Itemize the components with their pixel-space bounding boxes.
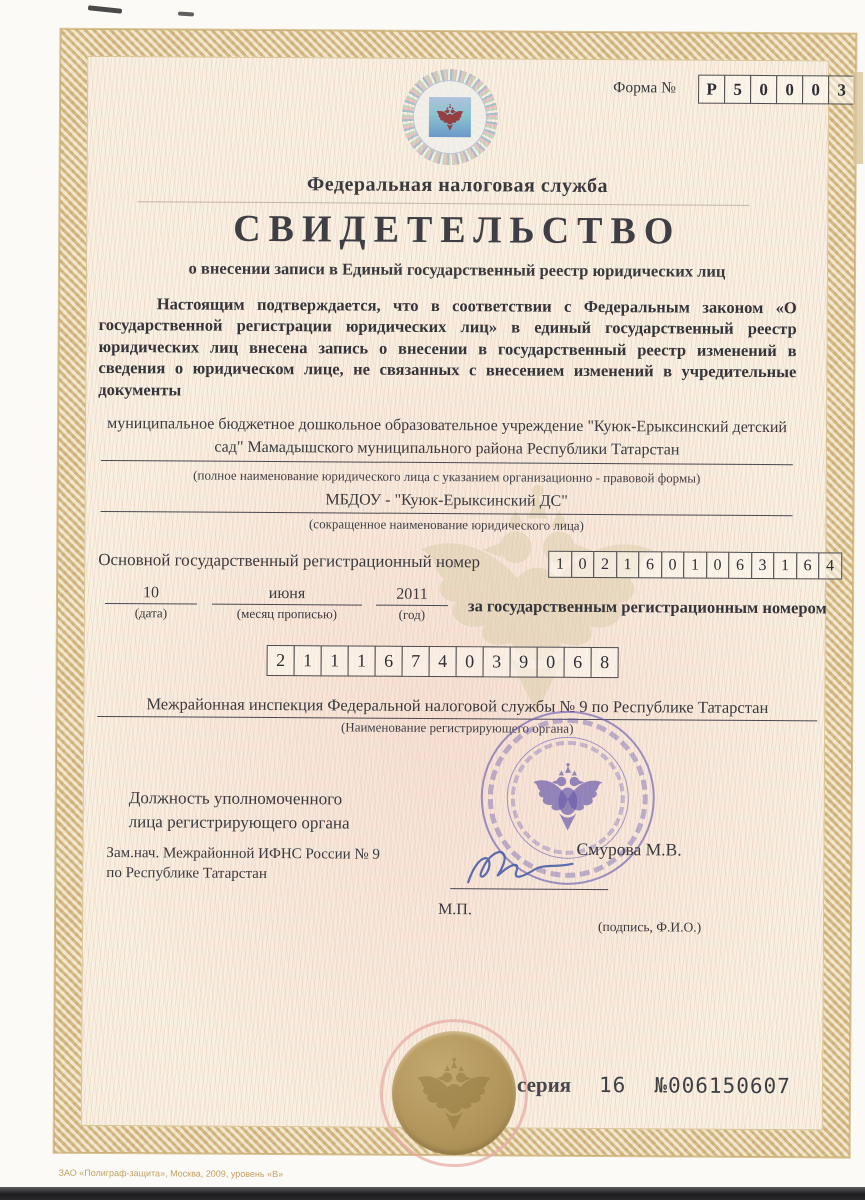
seal-eagle-icon <box>408 1047 501 1140</box>
entity-full-name: муниципальное бюджетное дошкольное образовательное учреждение "Куюк-Ерыксинский детский сад" Мамадышского муниципального района Республики Татарстан <box>101 413 793 466</box>
scan-bottom-edge <box>0 1187 865 1200</box>
signature-scribble <box>460 838 590 895</box>
digit-cell: 6 <box>375 646 403 677</box>
ogrn-digit-boxes <box>549 551 842 580</box>
digit-cell: 6 <box>728 552 752 579</box>
ogrn-label: Основной государственный регистрационный номер <box>98 549 481 572</box>
entity-full-name-caption: (полное наименование юридического лица с указанием организационно - правовой формы) <box>193 467 701 486</box>
record-month-field <box>212 585 362 623</box>
digit-cell: 1 <box>548 551 572 578</box>
hologram-square <box>429 97 471 137</box>
hologram-disc <box>413 80 487 154</box>
digit-cell: 1 <box>348 645 376 676</box>
digit-cell: 1 <box>616 551 640 578</box>
digit-cell: 1 <box>773 552 797 579</box>
digit-cell: 0 <box>802 75 829 104</box>
grn-digit-boxes <box>268 645 619 678</box>
certificate-title: СВИДЕТЕЛЬСТВО <box>233 207 682 253</box>
record-year-caption: (год) <box>398 606 426 622</box>
gold-embossed-seal <box>392 1031 517 1156</box>
digit-cell: 1 <box>683 552 707 579</box>
embossed-seal-halo <box>380 1019 529 1168</box>
stamp-eagle-icon <box>525 753 612 840</box>
digit-cell: 3 <box>483 646 511 677</box>
signature-caption: (подпись, Ф.И.О.) <box>597 919 702 935</box>
digit-cell: 0 <box>456 646 484 677</box>
series-line <box>517 1073 791 1100</box>
certificate-subtitle: о внесении записи в Единый государственный реестр юридических лиц <box>188 258 726 281</box>
digit-cell: 2 <box>593 551 617 578</box>
digit-cell: 6 <box>564 647 592 678</box>
digit-cell: 6 <box>638 551 662 578</box>
agency-name: Федеральная налоговая служба <box>307 173 609 198</box>
digit-cell: 4 <box>429 646 457 677</box>
digit-cell: 0 <box>706 552 730 579</box>
officer-name: Смурова М.В. <box>576 838 682 860</box>
digit-cell: Р <box>698 75 725 104</box>
digit-cell: 5 <box>724 75 751 104</box>
digit-cell: 4 <box>818 552 842 579</box>
digit-cell: 9 <box>510 646 538 677</box>
digit-cell: 1 <box>321 645 349 676</box>
digit-cell: 3 <box>751 552 775 579</box>
mp-label: М.П. <box>438 901 472 919</box>
registering-authority-caption: (Наименование регистрирующего органа) <box>340 719 574 736</box>
record-date-value: 10 <box>105 584 197 605</box>
form-number-boxes <box>699 75 855 105</box>
grn-label: за государственным регистрационным номером <box>467 596 827 618</box>
hologram-emblem <box>402 69 499 166</box>
series-number: №006150607 <box>654 1073 791 1099</box>
registering-authority-name: Межрайонная инспекция Федеральной налоговой службы № 9 по Республике Татарстан <box>97 694 817 721</box>
digit-cell: 1 <box>294 645 322 676</box>
form-number-label: Форма № <box>613 79 676 97</box>
certificate-body-paragraph: Настоящим подтверждается, что в соответствии с Федеральным законом «О государственной регистрации юридических лиц» в единый государственный реестр юридических лиц внесена запись о внесении в государственный реестр изменений в сведения о юридическом лице, не связанных с внесением изменений в учредительные документы <box>98 294 797 400</box>
record-month-value: июня <box>212 585 362 606</box>
digit-cell: 6 <box>796 552 820 579</box>
digit-cell: 0 <box>750 75 777 104</box>
digit-cell: 0 <box>661 551 685 578</box>
scan-artifact-edge <box>853 72 863 164</box>
record-date-caption: (дата) <box>134 605 168 621</box>
digit-cell: 0 <box>537 647 565 678</box>
digit-cell: 8 <box>591 647 619 678</box>
entity-short-name: МБДОУ - "Куюк-Ерыксинский ДС" <box>101 490 793 516</box>
record-month-caption: (месяц прописью) <box>236 605 338 622</box>
printer-note: ЗАО «Полиграф-защита», Москва, 2009, уровень «В» <box>58 1167 284 1180</box>
series-label: серия <box>516 1072 572 1097</box>
digit-cell: 7 <box>402 646 430 677</box>
digit-cell: 0 <box>776 75 803 104</box>
digit-cell: 2 <box>267 645 295 676</box>
record-year-value: 2011 <box>376 586 448 606</box>
series-region: 16 <box>599 1073 627 1098</box>
coat-of-arms-eagle-icon <box>433 100 467 134</box>
officer-position-value: Зам.нач. Межрайонной ИФНС России № 9 по Республике Татарстан <box>106 845 381 883</box>
entity-short-name-caption: (сокращенное наименование юридического лица) <box>308 516 584 533</box>
digit-cell: 0 <box>571 551 595 578</box>
record-year-field <box>376 586 448 623</box>
digit-cell: 3 <box>828 75 855 104</box>
officer-position-label: Должность уполномоченного лица регистрирующего органа <box>128 788 350 833</box>
record-date-field <box>105 584 197 622</box>
